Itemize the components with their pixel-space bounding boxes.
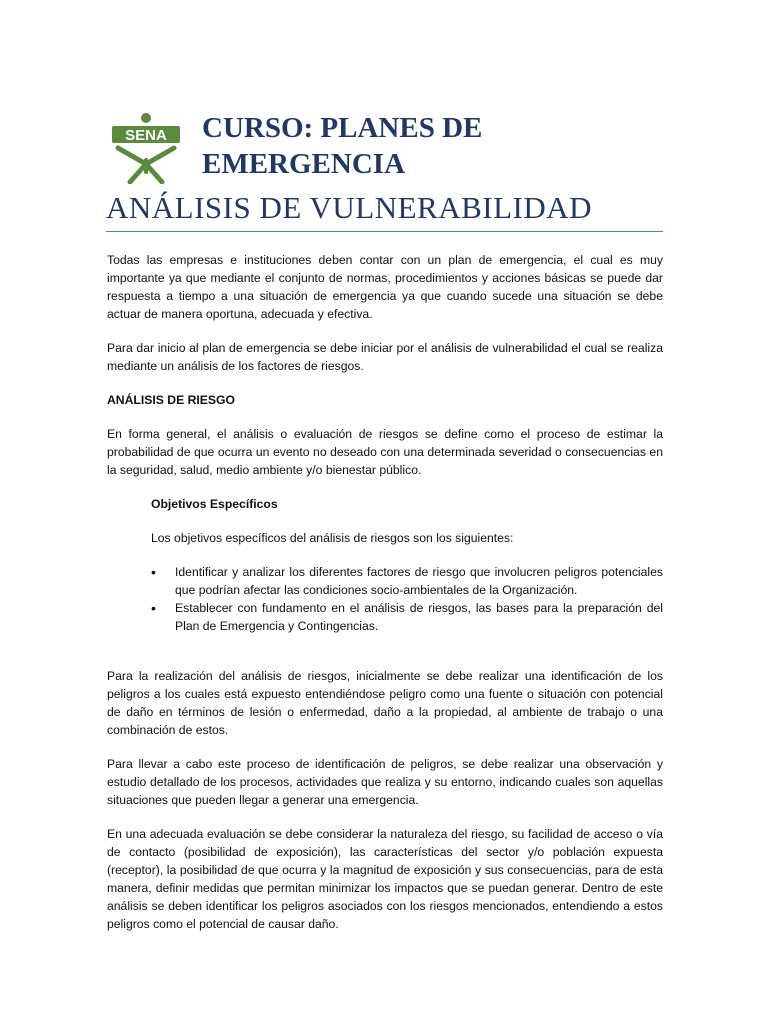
document-body — [107, 251, 663, 949]
title-divider — [106, 231, 663, 232]
course-title-line1: CURSO: PLANES DE — [202, 112, 483, 144]
risk-definition-paragraph: En forma general, el análisis o evaluación de riesgos se define como el proceso de estimar la probabilidad de que ocurra un evento no deseado con una determinada severidad o consecuencias en la seguridad, salud, medio ambiente y/o bienestar público. — [107, 427, 663, 477]
intro-paragraph: Todas las empresas e instituciones deben contar con un plan de emergencia, el cual es muy importante ya que mediante el conjunto de normas, procedimientos y acciones básicas se puede dar respuesta a tiempo a una situación de emergencia ya que cuando sucede una situación se debe actuar de manera oportuna, adecuada y efectiva. — [107, 253, 663, 321]
course-title — [202, 110, 622, 182]
section-heading: ANÁLISIS DE RIESGO — [107, 393, 235, 407]
objectives-list — [107, 563, 663, 635]
course-title-line2: EMERGENCIA — [202, 148, 406, 180]
logo-text: SENA — [125, 127, 167, 144]
objectives-heading: Objetivos Específicos — [151, 497, 278, 511]
plan-start-paragraph: Para dar inicio al plan de emergencia se debe iniciar por el análisis de vulnerabilidad el cual se realiza mediante un análisis de los factores de riesgos. — [107, 341, 663, 373]
process-paragraph: Para llevar a cabo este proceso de identificación de peligros, se debe realizar una observación y estudio detallado de los procesos, actividades que realiza y su entorno, indicando cuales son aquellas situaciones que pueden llegar a generar una emergencia. — [107, 757, 663, 807]
sena-logo — [110, 112, 182, 184]
objectives-intro: Los objetivos específicos del análisis de riesgos son los siguientes: — [151, 531, 514, 545]
list-item: • Identificar y analizar los diferentes factores de riesgo que involucren peligros potenciales que podrían afectar las condiciones socio-ambientales de la Organización. — [175, 563, 663, 599]
document-subtitle: ANÁLISIS DE VULNERABILIDAD — [106, 190, 593, 225]
identification-paragraph: Para la realización del análisis de riesgos, inicialmente se debe realizar una identificación de los peligros a los cuales está expuesto entendiéndose peligro como una fuente o situación con potencial de daño en términos de lesión o enfermedad, daño a la propiedad, al ambiente de trabajo o una combinación de estos. — [107, 669, 663, 737]
evaluation-paragraph: En una adecuada evaluación se debe considerar la naturaleza del riesgo, su facilidad de acceso o vía de contacto (posibilidad de exposición), las características del sector y/o población expuesta (receptor), la posibilidad de que ocurra y la magnitud de exposición y sus consecuencias, para de esta manera, definir medidas que permitan minimizar los impactos que se puedan generar. Dentro de este análisis se deben identificar los peligros asociados con los riesgos mencionados, entendiendo a estos peligros como el potencial de causar daño. — [107, 827, 663, 931]
list-item: • Establecer con fundamento en el análisis de riesgos, las bases para la preparación del Plan de Emergencia y Contingencias. — [175, 599, 663, 635]
